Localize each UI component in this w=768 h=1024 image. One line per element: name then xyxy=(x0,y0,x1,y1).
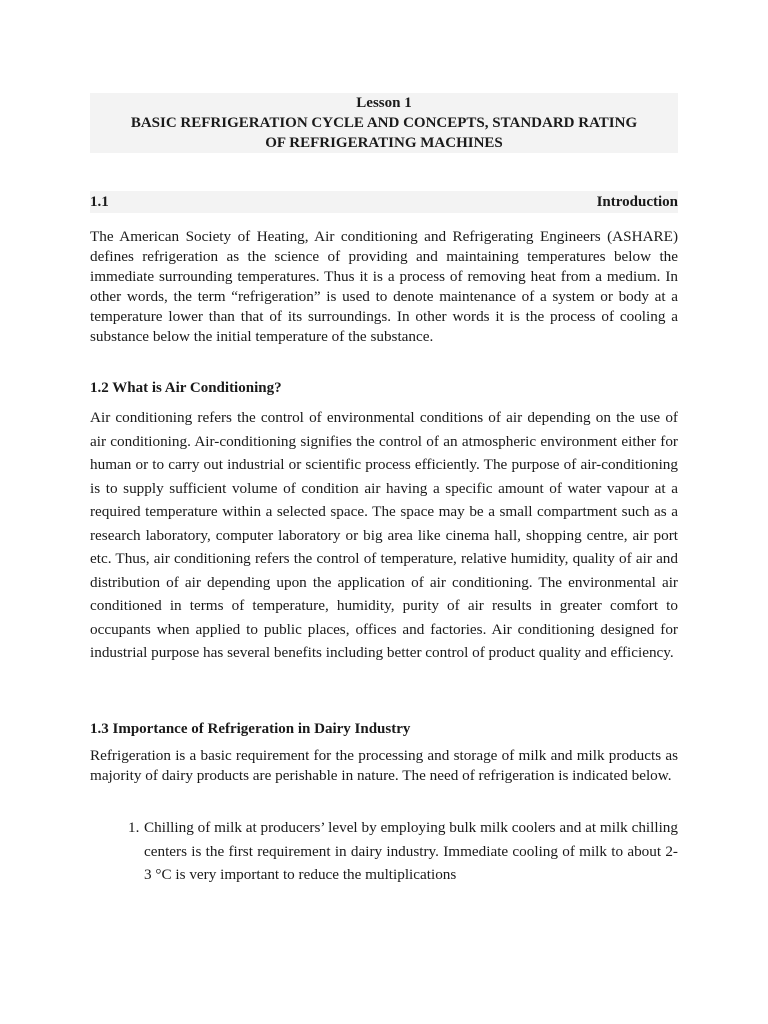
lesson-title-line-1: BASIC REFRIGERATION CYCLE AND CONCEPTS, STANDARD RATING xyxy=(130,115,638,131)
list-item-text: Chilling of milk at producers’ level by employing bulk milk coolers and at milk chilling centers is the first requirement in dairy industry. Immediate cooling of milk to about 2-3 °C is very important to reduce the multiplications xyxy=(144,819,678,883)
lesson-number: Lesson 1 xyxy=(356,95,412,111)
lesson-title-block xyxy=(90,93,678,153)
air-conditioning-paragraph: Air conditioning refers the control of environmental conditions of air depending on the use of air conditioning. Air-conditioning signifies the control of an atmospheric environment either for human or to carry out industrial or scientific process efficiently. The purpose of air-conditioning is to supply sufficient volume of condition air having a specific amount of water vapour at a required temperature within a selected space. The space may be a small compartment such as a research laboratory, computer laboratory or big area like cinema hall, shopping centre, air port etc. Thus, air conditioning refers the control of temperature, relative humidity, quality of air and distribution of air depending upon the application of air conditioning. The environmental air conditioned in terms of temperature, humidity, purity of air results in greater comfort to occupants when applied to public places, offices and factories. Air conditioning designed for industrial purpose has several benefits including better control of product quality and efficiency. xyxy=(90,409,678,661)
section-1-1-heading xyxy=(90,191,678,213)
section-name: Introduction xyxy=(596,194,678,210)
list-item-number: 1. xyxy=(128,819,140,836)
section-number: 1.1 xyxy=(90,194,109,210)
dairy-refrigeration-paragraph: Refrigeration is a basic requirement for the processing and storage of milk and milk products as majority of dairy products are perishable in nature. The need of refrigeration is indicated below. xyxy=(90,747,678,784)
section-1-3-heading: 1.3 Importance of Refrigeration in Dairy Industry xyxy=(90,721,411,737)
lesson-title-line-2: OF REFRIGERATING MACHINES xyxy=(265,135,503,151)
section-1-2-heading: 1.2 What is Air Conditioning? xyxy=(90,380,282,396)
introduction-paragraph: The American Society of Heating, Air conditioning and Refrigerating Engineers (ASHARE) defines refrigeration as the science of providing and maintaining temperatures below the immediate surrounding temperatures. Thus it is a process of removing heat from a medium. In other words, the term “refrigeration” is used to denote maintenance of a system or body at a temperature lower than that of its surroundings. In other words it is the process of cooling a substance below the initial temperature of the substance. xyxy=(90,228,678,345)
